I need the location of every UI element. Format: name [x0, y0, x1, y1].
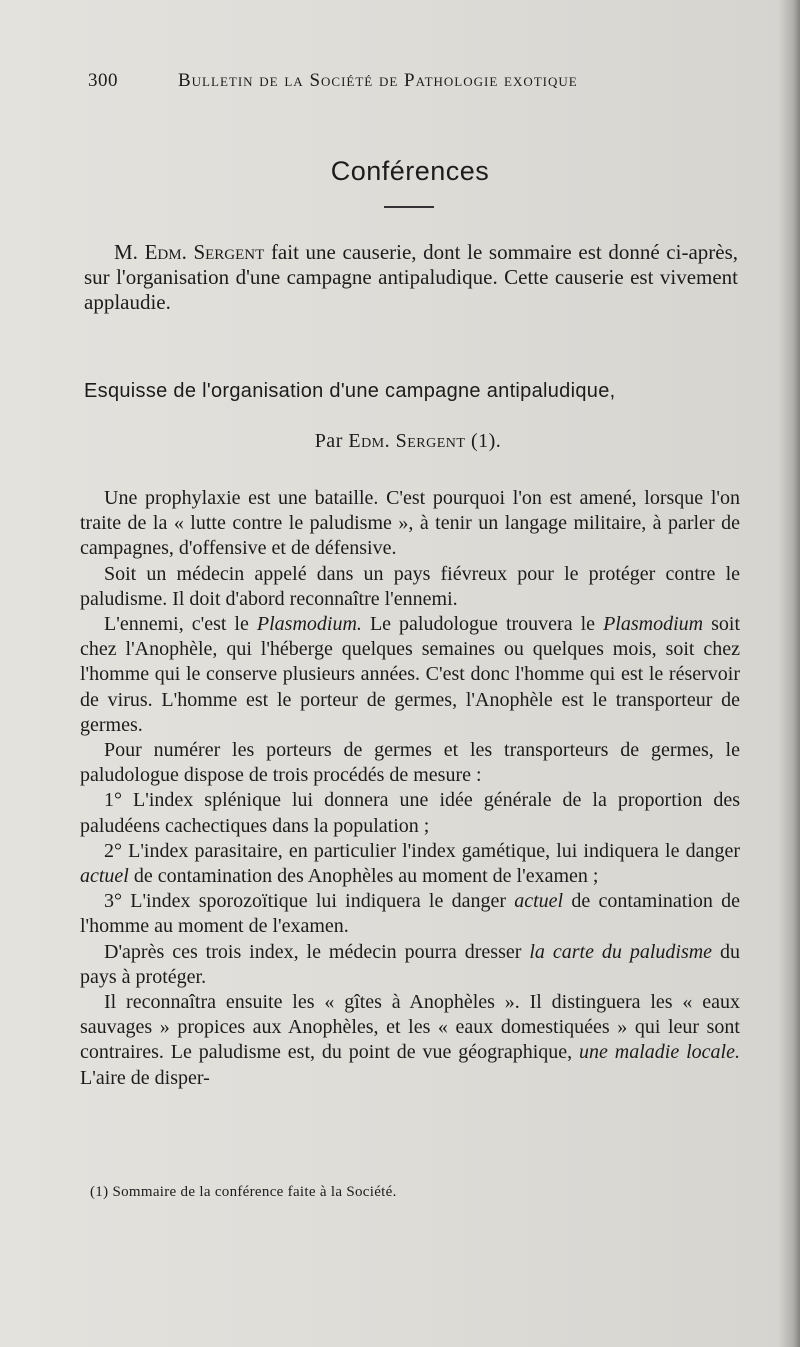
paragraph-9	[80, 990, 740, 1091]
running-header	[88, 70, 648, 92]
byline-prefix: Par	[314, 430, 343, 452]
p7-text-a: 3° L'index sporozoïtique lui indiquera le danger	[104, 890, 507, 913]
article-byline	[0, 430, 800, 453]
page-number: 300	[88, 70, 118, 91]
p9-text-b: L'aire de disper-	[80, 1066, 210, 1089]
p7-italic: actuel	[514, 890, 564, 913]
p3-text-a: L'ennemi, c'est le	[104, 613, 249, 636]
article-title: Esquisse de l'organisation d'une campagne antipaludique,	[84, 380, 616, 402]
byline-note: (1).	[470, 430, 502, 452]
intro-author: Edm. Sergent	[144, 240, 265, 264]
p9-italic: une maladie locale.	[579, 1041, 740, 1064]
p3-italic-1: Plasmodium.	[256, 613, 362, 636]
paragraph-7	[80, 889, 740, 939]
article-body	[80, 486, 740, 1091]
byline-author: Edm. Sergent	[348, 430, 466, 452]
p6-text-b: de contamination des Anophèles au moment de l'examen ;	[133, 865, 599, 888]
p6-text-a: 2° L'index parasitaire, en particulier l'index gamétique, lui indiquera le danger	[104, 839, 740, 862]
intro-prefix: M.	[114, 240, 138, 264]
footnote: (1) Sommaire de la conférence faite à la Société.	[90, 1184, 397, 1200]
paragraph-5: 1° L'index splénique lui donnera une idée générale de la proportion des paludéens cachectiques dans la population ;	[80, 789, 740, 837]
p6-italic: actuel	[80, 865, 129, 888]
paragraph-1: Une prophylaxie est une bataille. C'est pourquoi l'on est amené, lorsque l'on traite de la « lutte contre le paludisme », à tenir un langage militaire, à parler de campagnes, d'offensive et de défensive.	[80, 487, 740, 560]
p7-text-b: de contamination de l'homme au moment de l'examen.	[80, 890, 740, 938]
p3-italic-2: Plasmodium	[603, 613, 704, 636]
page-edge-shadow	[778, 0, 800, 1347]
paragraph-2: Soit un médecin appelé dans un pays fiévreux pour le protéger contre le paludisme. Il doit d'abord reconnaître l'ennemi.	[80, 562, 740, 610]
section-title: Conférences	[330, 156, 490, 186]
p3-text-b: Le paludologue trouvera le	[369, 613, 596, 636]
running-title: Bulletin de la Société de Pathologie exotique	[178, 70, 578, 91]
intro-paragraph	[84, 240, 738, 315]
p3-text-c: soit chez l'Anophèle, qui l'héberge quelques semaines ou quelques mois, soit chez l'homme qui le conserve plusieurs années. C'est donc l'homme qui est le réservoir de virus. L'homme est le porteur de germes, l'Anophèle est le transporteur de germes.	[80, 613, 741, 736]
p8-text-b: du pays à protéger.	[80, 940, 741, 988]
paragraph-8	[80, 940, 740, 990]
intro-text: fait une causerie, dont le sommaire est donné ci-après, sur l'organisation d'une campagne antipaludique. Cette causerie est vivement applaudie.	[84, 240, 738, 314]
p9-text-a: Il reconnaîtra ensuite les « gîtes à Anophèles ». Il distinguera les « eaux sauvages » propices aux Anophèles, et les « eaux domestiquées » qui leur sont contraires. Le paludisme est, du point de vue géographique,	[80, 991, 740, 1064]
paragraph-4: Pour numérer les porteurs de germes et les transporteurs de germes, le paludologue dispose de trois procédés de mesure :	[80, 739, 740, 787]
p8-italic: la carte du paludisme	[529, 940, 713, 963]
paragraph-6	[80, 839, 740, 889]
title-rule	[384, 206, 434, 208]
p8-text-a: D'après ces trois index, le médecin pourra dresser	[104, 940, 522, 963]
paragraph-3	[80, 612, 740, 738]
